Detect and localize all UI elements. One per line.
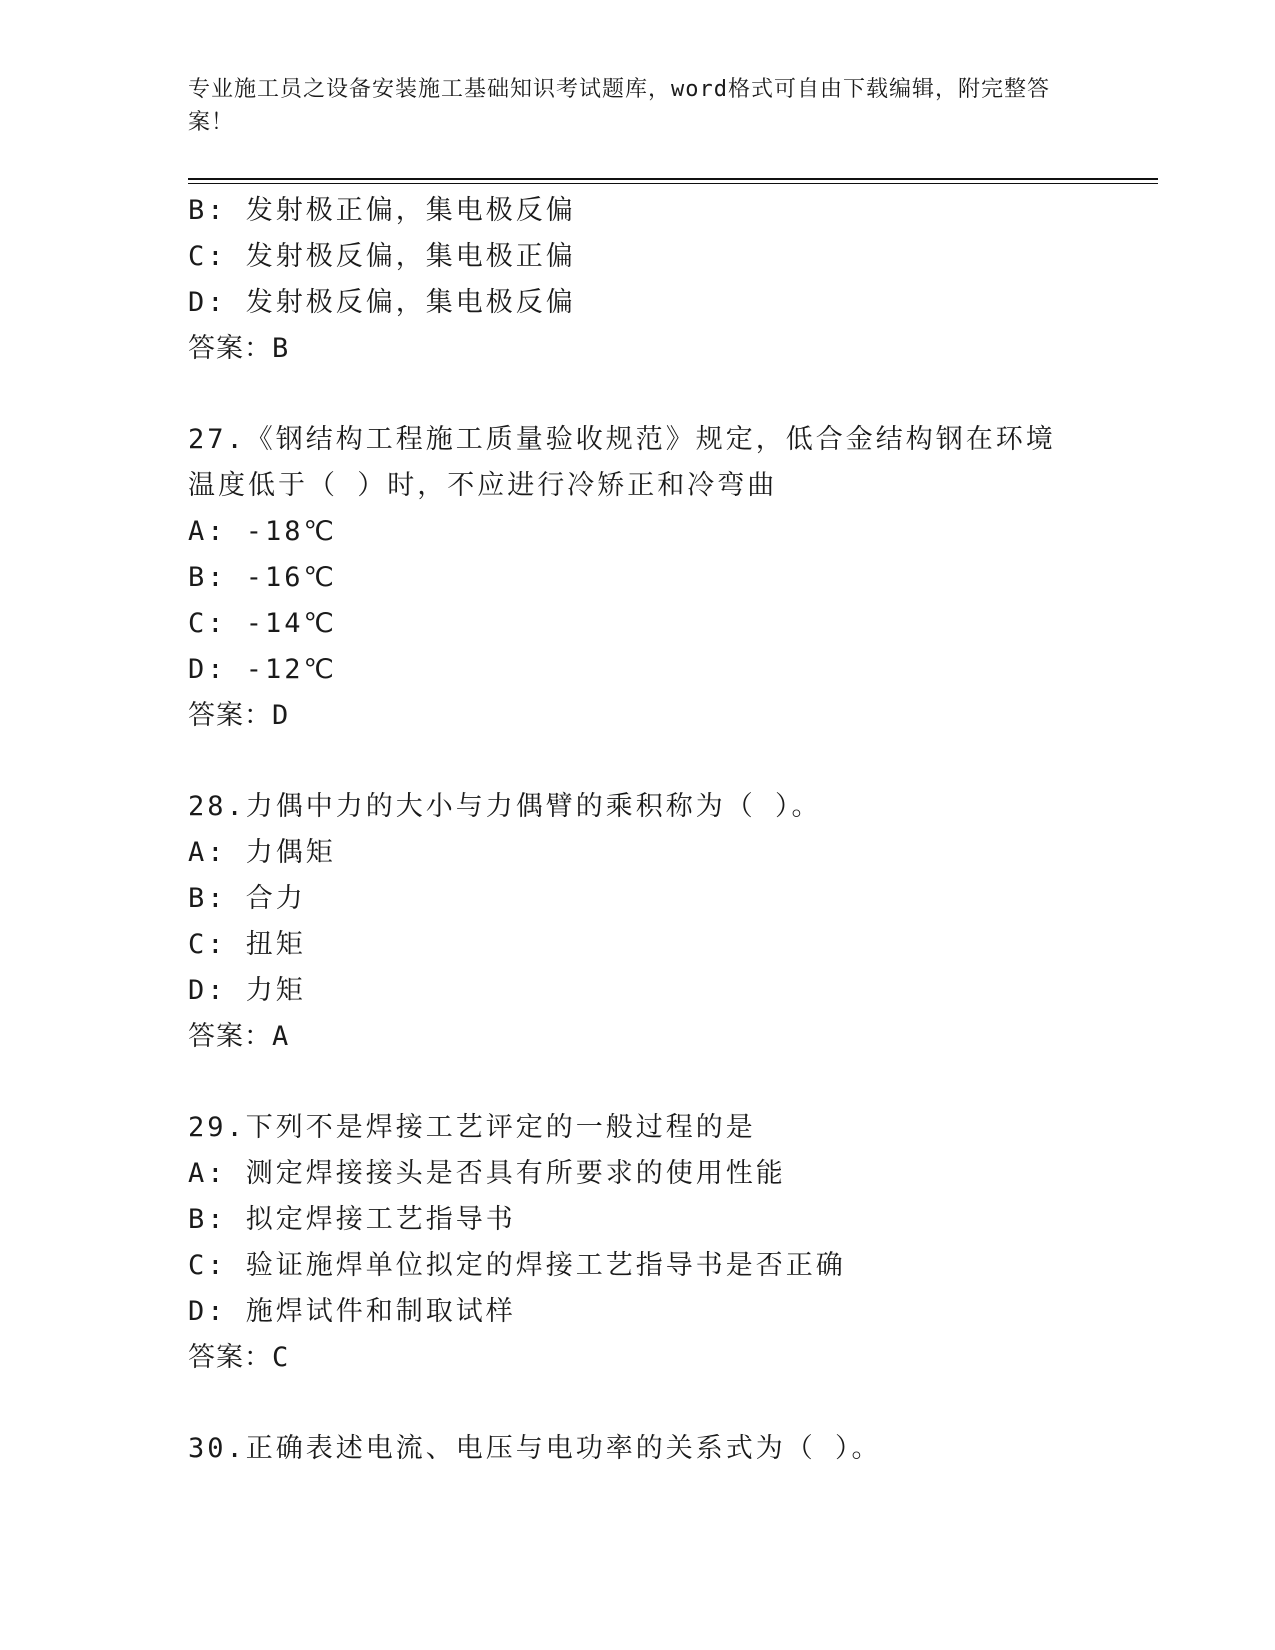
question-block-28 xyxy=(188,784,1088,1060)
answer-line xyxy=(188,326,1088,372)
question-spacer xyxy=(188,1060,1088,1105)
answer-value: A xyxy=(272,1021,290,1052)
option-d: D: 施焊试件和制取试样 xyxy=(188,1296,516,1327)
question-spacer xyxy=(188,739,1088,784)
header-divider-thick xyxy=(188,178,1158,180)
answer-value: B xyxy=(272,333,290,364)
answer-label: 答案： xyxy=(188,1021,272,1052)
answer-label: 答案： xyxy=(188,1342,272,1373)
option-b: B: 发射极正偏，集电极反偏 xyxy=(188,195,576,226)
answer-line xyxy=(188,693,1088,739)
option-c: C: -14℃ xyxy=(188,608,337,639)
question-block-27 xyxy=(188,417,1088,739)
previous-question-block xyxy=(188,188,1088,372)
answer-value: D xyxy=(272,700,290,731)
answer-value: C xyxy=(272,1342,290,1373)
question-spacer xyxy=(188,1381,1088,1426)
option-a: A: 测定焊接接头是否具有所要求的使用性能 xyxy=(188,1158,786,1189)
option-d: D: 力矩 xyxy=(188,975,306,1006)
question-text: 29.下列不是焊接工艺评定的一般过程的是 xyxy=(188,1112,756,1143)
option-b: B: 合力 xyxy=(188,883,306,914)
question-block-30 xyxy=(188,1426,1088,1472)
header-divider-thin xyxy=(188,183,1158,184)
option-c: C: 验证施焊单位拟定的焊接工艺指导书是否正确 xyxy=(188,1250,846,1281)
option-a: A: -18℃ xyxy=(188,516,337,547)
question-content xyxy=(188,188,1088,1472)
answer-line xyxy=(188,1335,1088,1381)
question-text: 27.《钢结构工程施工质量验收规范》规定，低合金结构钢在环境温度低于（ ）时，不应进行冷矫正和冷弯曲 xyxy=(188,424,1056,501)
option-b: B: -16℃ xyxy=(188,562,337,593)
option-d: D: -12℃ xyxy=(188,654,337,685)
answer-label: 答案： xyxy=(188,700,272,731)
option-d: D: 发射极反偏，集电极反偏 xyxy=(188,287,576,318)
option-c: C: 扭矩 xyxy=(188,929,306,960)
question-text: 28.力偶中力的大小与力偶臂的乘积称为（ ）。 xyxy=(188,791,822,822)
question-text: 30.正确表述电流、电压与电功率的关系式为（ ）。 xyxy=(188,1433,882,1464)
document-header-note: 专业施工员之设备安装施工基础知识考试题库，word格式可自由下载编辑，附完整答案！ xyxy=(188,77,1050,135)
answer-line xyxy=(188,1014,1088,1060)
option-c: C: 发射极反偏，集电极正偏 xyxy=(188,241,576,272)
answer-label: 答案： xyxy=(188,333,272,364)
question-block-29 xyxy=(188,1105,1088,1381)
question-spacer xyxy=(188,372,1088,417)
option-b: B: 拟定焊接工艺指导书 xyxy=(188,1204,516,1235)
option-a: A: 力偶矩 xyxy=(188,837,336,868)
